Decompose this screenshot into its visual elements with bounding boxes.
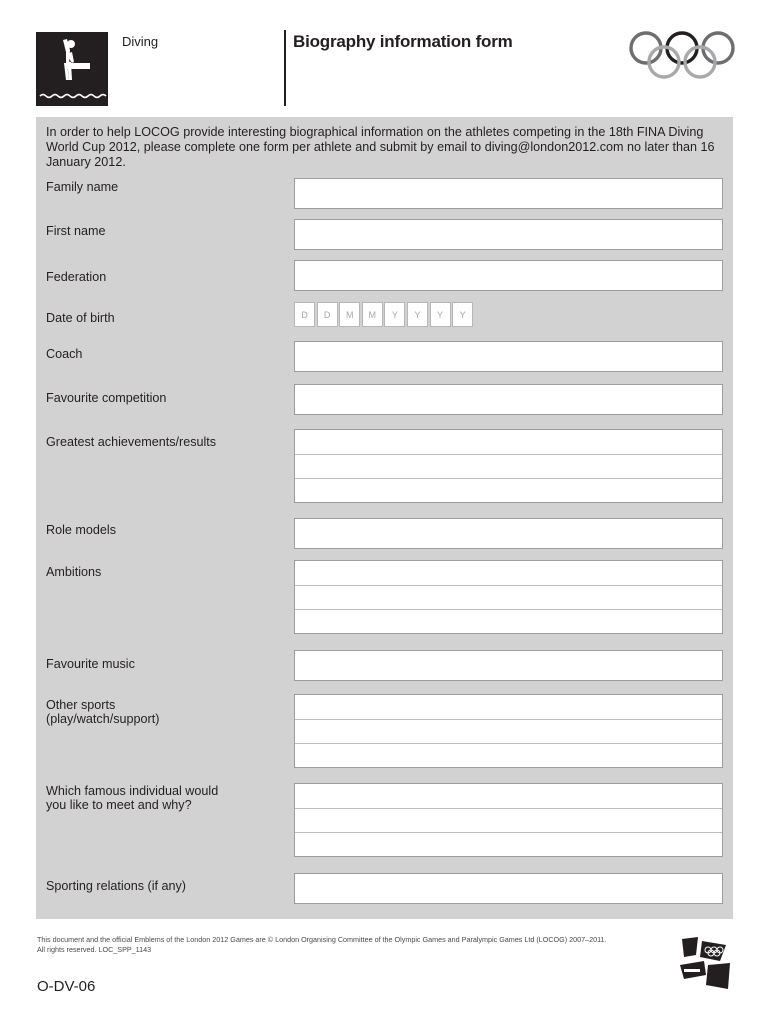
field-line <box>295 743 722 744</box>
dob-day-1-input[interactable]: D <box>294 302 315 327</box>
dob-year-4-input[interactable]: Y <box>452 302 473 327</box>
other-sports-field[interactable] <box>294 694 723 768</box>
ambitions-field[interactable] <box>294 560 723 634</box>
sporting-relations-field[interactable] <box>294 873 723 904</box>
date-of-birth-field <box>294 302 475 327</box>
copyright-line2: All rights reserved. LOC_SPP_1143 <box>37 945 152 954</box>
form-code: O-DV-06 <box>37 978 96 995</box>
sport-label: Diving <box>122 34 159 49</box>
dob-day-2-input[interactable]: D <box>317 302 338 327</box>
form-title: Biography information form <box>293 32 513 51</box>
federation-field[interactable] <box>294 260 723 291</box>
header-divider <box>284 30 286 106</box>
field-line <box>295 832 722 833</box>
dob-year-1-input[interactable]: Y <box>384 302 405 327</box>
family-name-field[interactable] <box>294 178 723 209</box>
famous-individual-label-line1: Which famous individual would <box>46 784 219 798</box>
first-name-label: First name <box>46 224 106 238</box>
date-of-birth-label: Date of birth <box>46 311 115 325</box>
other-sports-label <box>46 698 159 726</box>
diving-pictogram-icon <box>36 32 108 106</box>
sporting-relations-label: Sporting relations (if any) <box>46 879 186 893</box>
role-models-label: Role models <box>46 523 116 537</box>
ambitions-label: Ambitions <box>46 565 102 579</box>
other-sports-label-line2: (play/watch/support) <box>46 712 160 726</box>
london-2012-emblem-icon <box>676 935 734 993</box>
greatest-achievements-field[interactable] <box>294 429 723 503</box>
field-line <box>295 719 722 720</box>
copyright-line1: This document and the official Emblems of the London 2012 Games are © London Organising Committee of the Olympic Games and Paralympic Games Ltd (LOCOG) 2007–2011. <box>37 935 607 944</box>
field-line <box>295 609 722 610</box>
role-models-field[interactable] <box>294 518 723 549</box>
form-panel <box>36 117 733 919</box>
field-line <box>295 478 722 479</box>
dob-month-2-input[interactable]: M <box>362 302 383 327</box>
dob-year-2-input[interactable]: Y <box>407 302 428 327</box>
favourite-competition-label: Favourite competition <box>46 391 167 405</box>
coach-field[interactable] <box>294 341 723 372</box>
field-line <box>295 454 722 455</box>
first-name-field[interactable] <box>294 219 723 250</box>
dob-month-1-input[interactable]: M <box>339 302 360 327</box>
field-line <box>295 808 722 809</box>
favourite-competition-field[interactable] <box>294 384 723 415</box>
favourite-music-label: Favourite music <box>46 657 135 671</box>
dob-year-3-input[interactable]: Y <box>430 302 451 327</box>
field-line <box>295 585 722 586</box>
olympic-rings-icon <box>628 30 736 80</box>
greatest-achievements-label: Greatest achievements/results <box>46 435 217 449</box>
favourite-music-field[interactable] <box>294 650 723 681</box>
federation-label: Federation <box>46 270 107 284</box>
famous-individual-field[interactable] <box>294 783 723 857</box>
famous-individual-label-line2: you like to meet and why? <box>46 798 192 812</box>
other-sports-label-line1: Other sports <box>46 698 116 712</box>
coach-label: Coach <box>46 347 83 361</box>
copyright-notice <box>37 935 657 955</box>
famous-individual-label <box>46 784 218 812</box>
intro-text: In order to help LOCOG provide interesting biographical information on the athletes competing in the 18th FINA Diving World Cup 2012, please complete one form per athlete and submit by email to diving@london2012.com no later than 16 January 2012. <box>46 125 715 169</box>
family-name-label: Family name <box>46 180 119 194</box>
